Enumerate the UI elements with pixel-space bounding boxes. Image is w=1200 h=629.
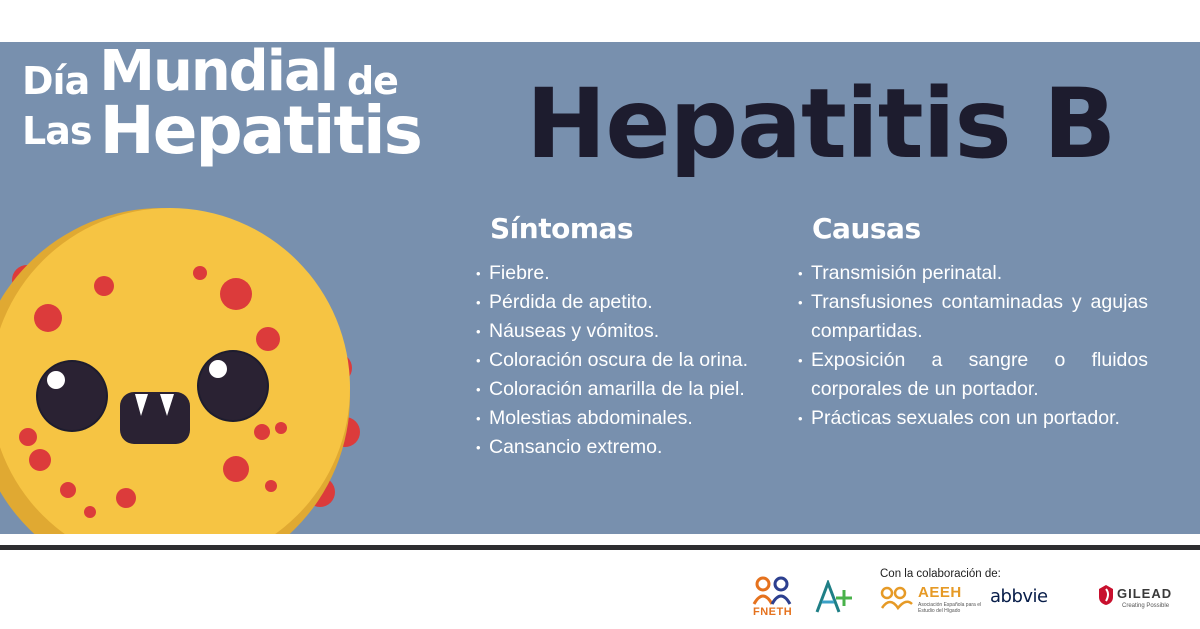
bullet-icon: • bbox=[476, 295, 481, 310]
gilead-logo: GILEAD bbox=[1117, 586, 1173, 601]
causas-heading: Causas bbox=[812, 212, 921, 245]
a-plus-logo-icon bbox=[814, 580, 856, 614]
bullet-icon: • bbox=[476, 440, 481, 455]
aeeh-logo-icon bbox=[878, 584, 916, 614]
bullet-icon: • bbox=[798, 266, 803, 281]
main-title: Hepatitis B bbox=[526, 68, 1116, 180]
bullet-icon: • bbox=[798, 295, 803, 310]
abbvie-logo: abbvie bbox=[990, 586, 1048, 607]
causas-section bbox=[798, 212, 1148, 433]
gilead-logo-subtitle: Creating Possible bbox=[1122, 603, 1170, 609]
list-item: • Náuseas y vómitos. bbox=[476, 317, 776, 346]
list-item: • Fiebre. bbox=[476, 259, 776, 288]
list-item: • Pérdida de apetito. bbox=[476, 288, 776, 317]
sintomas-list bbox=[476, 259, 776, 462]
aeeh-logo: AEEH bbox=[918, 584, 962, 601]
list-item: • Exposición a sangre o fluidos corporales de un portador. bbox=[798, 346, 1148, 404]
list-item: • Prácticas sexuales con un portador. bbox=[798, 404, 1148, 433]
list-item: • Coloración oscura de la orina. bbox=[476, 346, 776, 375]
title-word-las: Las bbox=[22, 109, 92, 153]
list-item: • Cansancio extremo. bbox=[476, 433, 776, 462]
bullet-icon: • bbox=[798, 411, 803, 426]
bullet-icon: • bbox=[476, 411, 481, 426]
list-item: • Molestias abdominales. bbox=[476, 404, 776, 433]
list-item: • Coloración amarilla de la piel. bbox=[476, 375, 776, 404]
bullet-icon: • bbox=[476, 382, 481, 397]
aeeh-logo-subtitle: Asociación Española para el Estudio del Hígado bbox=[918, 602, 982, 614]
bullet-icon: • bbox=[476, 324, 481, 339]
gilead-logo-icon bbox=[1098, 584, 1114, 606]
list-item: • Transmisión perinatal. bbox=[798, 259, 1148, 288]
fneth-logo-icon bbox=[750, 576, 796, 606]
bullet-icon: • bbox=[798, 353, 803, 368]
title-word-de: de bbox=[346, 59, 398, 103]
title-word-dia: Día bbox=[22, 59, 90, 103]
bullet-icon: • bbox=[476, 266, 481, 281]
collaboration-label: Con la colaboración de: bbox=[880, 568, 1001, 580]
bullet-icon: • bbox=[476, 353, 481, 368]
title-word-hepatitis: Hepatitis bbox=[99, 92, 421, 169]
causas-list bbox=[798, 259, 1148, 433]
fneth-logo: FNETH bbox=[753, 606, 793, 618]
world-hepatitis-day-title bbox=[22, 42, 421, 169]
title-word-mundial: Mundial bbox=[99, 42, 337, 104]
list-item: • Transfusiones contaminadas y agujas compartidas. bbox=[798, 288, 1148, 346]
hero-banner bbox=[0, 42, 1200, 534]
sponsor-footer bbox=[0, 550, 1200, 629]
sintomas-heading: Síntomas bbox=[490, 212, 634, 245]
sintomas-section bbox=[476, 212, 776, 462]
virus-mouth bbox=[120, 392, 190, 444]
